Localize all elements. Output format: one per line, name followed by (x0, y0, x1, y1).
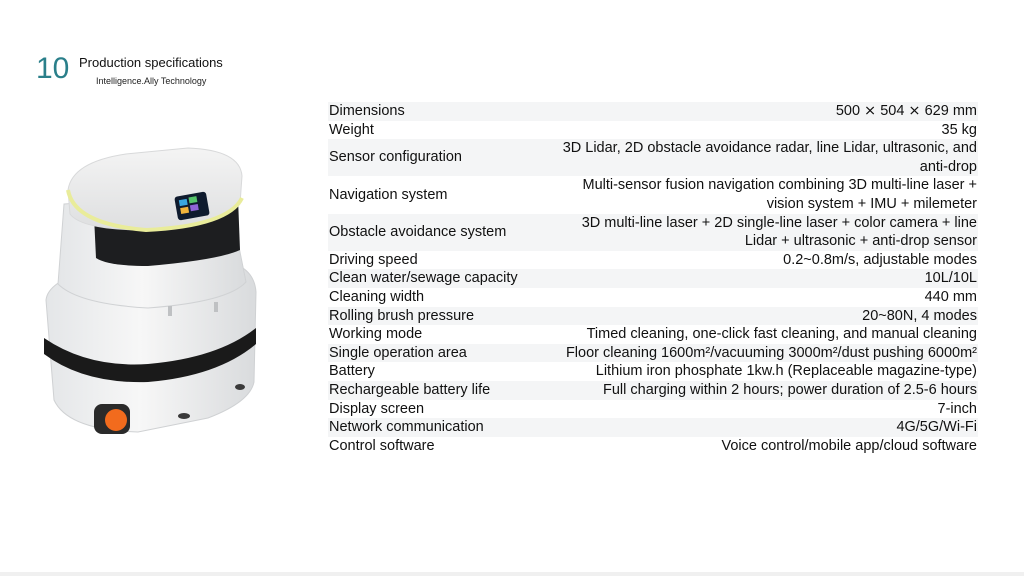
spec-row (328, 437, 978, 456)
spec-label: Control software (329, 437, 435, 454)
spec-label: Navigation system (329, 186, 448, 203)
spec-label: Sensor configuration (328, 139, 550, 176)
spec-value: 35 kg (941, 121, 977, 138)
spec-value: 440 mm (924, 288, 977, 305)
spec-value: Lithium iron phosphate 1kw.h (Replaceable magazine-type) (595, 363, 977, 380)
spec-value: Voice control/mobile app/cloud software (721, 437, 977, 454)
spec-row (328, 400, 978, 419)
spec-row (328, 121, 978, 140)
spec-value: 10L/10L (550, 269, 978, 288)
bottom-divider (0, 572, 1024, 576)
cleaning-robot-image (28, 132, 278, 452)
spec-label: Dimensions (328, 102, 550, 121)
spec-label: Working mode (329, 326, 423, 343)
spec-row (328, 288, 978, 307)
spec-value: 0.2~0.8m/s, adjustable modes (783, 251, 977, 268)
spec-label: Rolling brush pressure (328, 307, 550, 326)
specifications-table (328, 102, 978, 455)
spec-label: Single operation area (328, 344, 550, 363)
spec-value: 7-inch (937, 400, 977, 417)
spec-row (328, 325, 978, 344)
spec-value: 20~80N, 4 modes (550, 307, 978, 326)
spec-label: Clean water/sewage capacity (328, 269, 550, 288)
spec-row (328, 139, 978, 176)
spec-label: Network communication (328, 418, 550, 437)
spec-row (328, 102, 978, 121)
page-number: 10 (36, 52, 70, 85)
spec-row (328, 176, 978, 213)
spec-row (328, 344, 978, 363)
spec-row (328, 362, 978, 381)
spec-value: Multi-sensor fusion navigation combining 3D multi-line laser + vision system + IMU + milemeter (582, 177, 977, 212)
spec-value: Floor cleaning 1600m²/vacuuming 3000m²/dust pushing 6000m² (550, 344, 978, 363)
spec-row (328, 381, 978, 400)
spec-value: 500 ⨯ 504 ⨯ 629 mm (550, 102, 978, 121)
spec-label: Weight (329, 121, 374, 138)
spec-row (328, 251, 978, 270)
spec-row (328, 418, 978, 437)
spec-row (328, 269, 978, 288)
spec-label: Battery (329, 363, 375, 380)
spec-value: 4G/5G/Wi-Fi (550, 418, 978, 437)
spec-value: 3D multi-line laser + 2D single-line laser + color camera + line Lidar + ultrasonic + anti-drop sensor (550, 214, 978, 251)
spec-label: Driving speed (329, 251, 418, 268)
spec-label: Obstacle avoidance system (328, 214, 550, 251)
page-title: Production specifications (79, 55, 223, 70)
spec-row (328, 214, 978, 251)
spec-value: 3D Lidar, 2D obstacle avoidance radar, line Lidar, ultrasonic, and anti-drop (550, 139, 978, 176)
spec-value: Timed cleaning, one-click fast cleaning, and manual cleaning (586, 326, 977, 343)
page-subtitle: Intelligence.Ally Technology (96, 76, 207, 86)
spec-label: Rechargeable battery life (328, 381, 550, 400)
spec-row (328, 307, 978, 326)
spec-label: Cleaning width (329, 288, 425, 305)
spec-label: Display screen (329, 400, 425, 417)
spec-value: Full charging within 2 hours; power duration of 2.5-6 hours (550, 381, 978, 400)
